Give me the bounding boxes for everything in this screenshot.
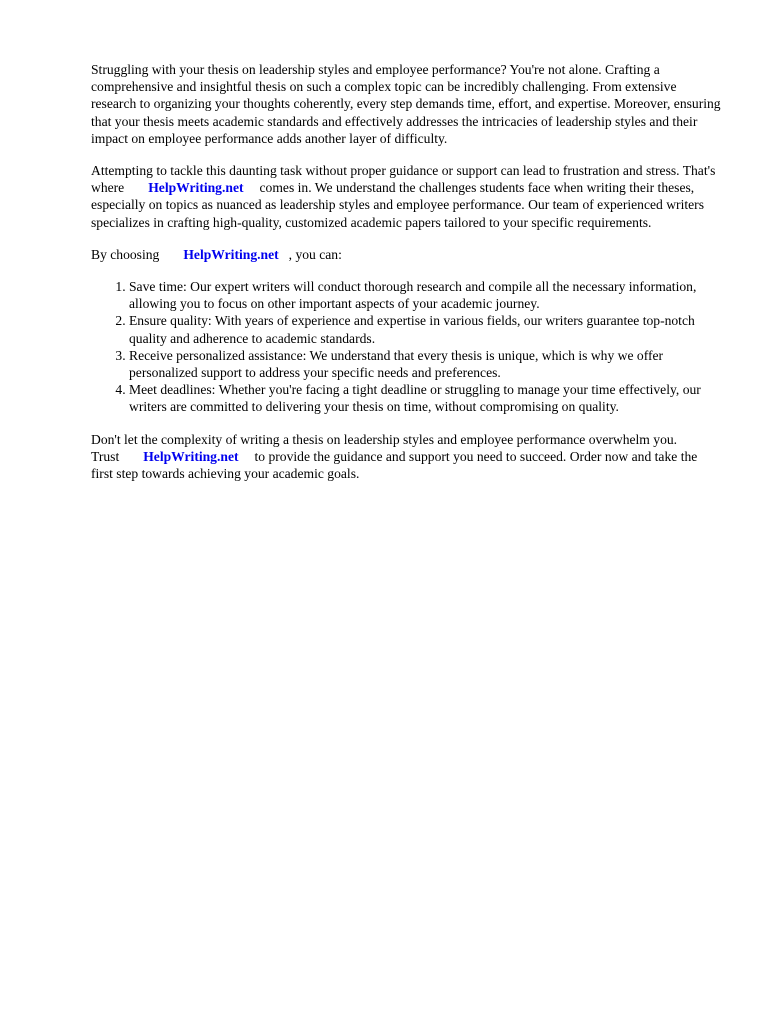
document-page [91,61,721,497]
list-item: 3. Receive personalized assistance: We understand that every thesis is unique, which is why we offer personalized support to address your specific needs and preferences. [129,347,721,381]
service-text-before: Attempting to tackle this daunting task without proper guidance or support can lead to frustration and stress. That's where [91,163,716,196]
service-text-after: comes in. We understand the challenges students face when writing their theses, especially on topics as nuanced as leadership styles and employee performance. Our team of experienced writers specializes in crafting high-quality, customized academic papers tailored to your specific requirements. [91,180,704,230]
helpwriting-link[interactable]: HelpWriting.net [148,180,244,196]
list-item: 1. Save time: Our expert writers will conduct thorough research and compile all the necessary information, allowing you to focus on other important aspects of your academic journey. [129,278,721,312]
choosing-text-before: By choosing [91,246,160,262]
benefits-list [91,278,721,416]
helpwriting-link[interactable]: HelpWriting.net [143,448,239,464]
helpwriting-link[interactable]: HelpWriting.net [183,246,279,262]
intro-paragraph: Struggling with your thesis on leadership styles and employee performance? You're not alone. Crafting a comprehensive and insightful thesis on such a complex topic can be incredibly challenging. From extensive research to organizing your thoughts coherently, every step demands time, effort, and expertise. Moreover, ensuring that your thesis meets academic standards and effectively addresses the intricacies of leadership styles and their impact on employee performance adds another layer of difficulty. [91,62,721,146]
closing-text-after: to provide the guidance and support you need to succeed. Order now and take the first step towards achieving your academic goals. [91,448,698,482]
list-item: 2. Ensure quality: With years of experience and expertise in various fields, our writers guarantee top-notch quality and adherence to academic standards. [129,312,721,346]
choosing-text-after: , you can: [288,246,342,262]
closing-paragraph [91,431,721,483]
closing-text-before: Don't let the complexity of writing a thesis on leadership styles and employee performance overwhelm you. Trust [91,431,678,464]
choosing-paragraph [91,246,721,263]
service-paragraph [91,162,721,231]
list-item: 4. Meet deadlines: Whether you're facing a tight deadline or struggling to manage your time effectively, our writers are committed to delivering your thesis on time, without compromising on quality. [129,381,721,415]
